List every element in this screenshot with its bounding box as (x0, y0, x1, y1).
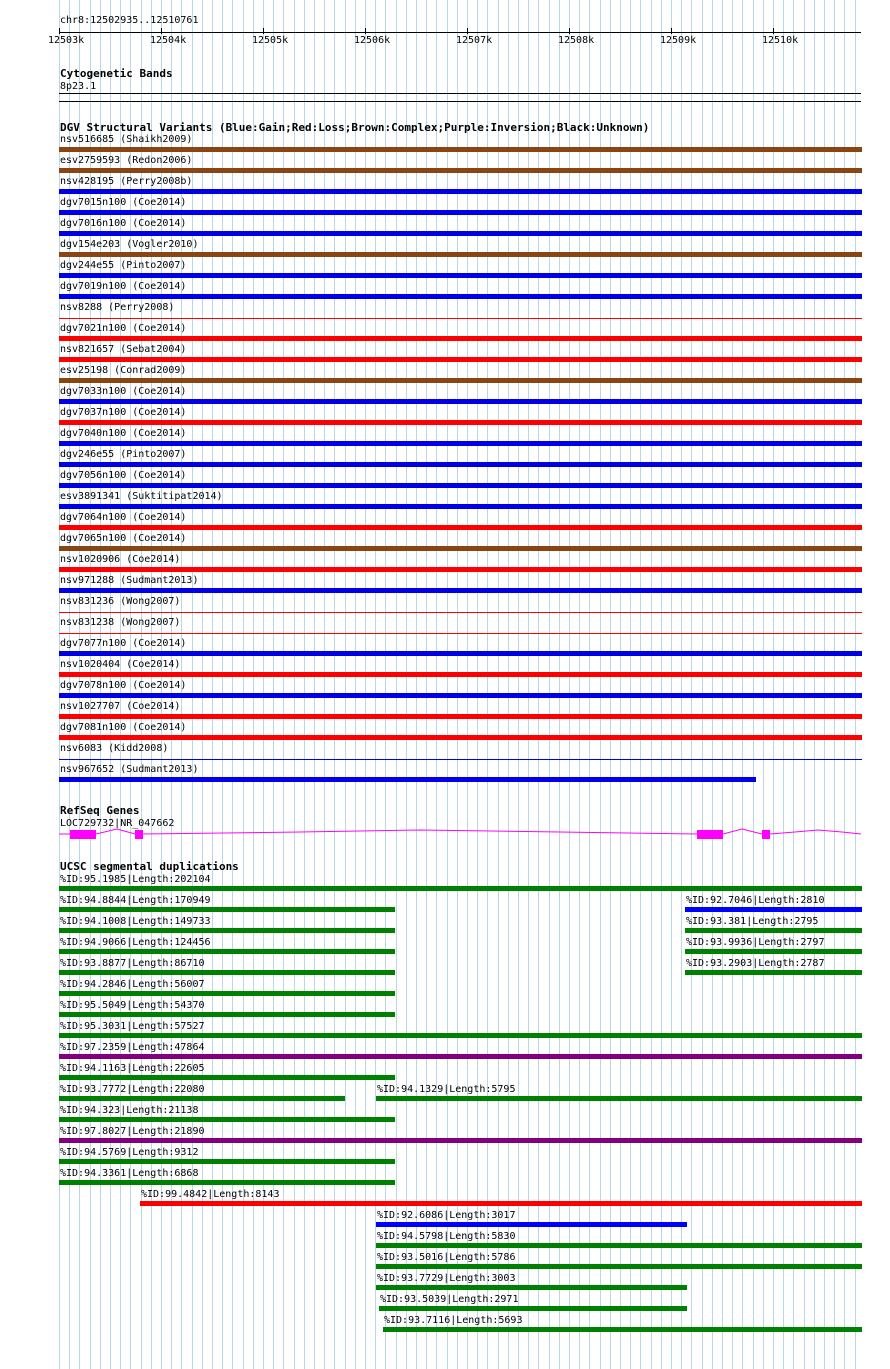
ruler-tick-label: 12509k (660, 35, 697, 46)
segdup-feature-label[interactable]: %ID:97.8027|Length:21890 (60, 1126, 205, 1137)
segdup-feature-label[interactable]: %ID:95.5049|Length:54370 (60, 1000, 205, 1011)
segdup-feature-bar[interactable] (59, 886, 862, 891)
grid-line (559, 0, 560, 1369)
segdup-feature-label[interactable]: %ID:93.5016|Length:5786 (377, 1252, 516, 1263)
dgv-variant-label[interactable]: nsv1027707 (Coe2014) (60, 701, 181, 712)
dgv-variant-bar[interactable] (59, 441, 862, 446)
segdup-feature-label[interactable]: %ID:94.9066|Length:124456 (60, 937, 211, 948)
dgv-variant-bar[interactable] (59, 714, 862, 719)
segdup-feature-bar[interactable] (59, 1138, 862, 1143)
dgv-variant-label[interactable]: nsv831238 (Wong2007) (60, 617, 181, 628)
dgv-variant-bar[interactable] (59, 612, 862, 613)
dgv-variant-bar[interactable] (59, 525, 862, 530)
dgv-variant-bar[interactable] (59, 693, 862, 698)
grid-line (844, 0, 845, 1369)
segdup-track-title: UCSC segmental duplications (60, 860, 239, 873)
dgv-variant-bar[interactable] (59, 231, 862, 236)
segdup-feature-label[interactable]: %ID:97.2359|Length:47864 (60, 1042, 205, 1053)
dgv-variant-bar[interactable] (59, 567, 862, 572)
grid-line (518, 0, 519, 1369)
dgv-variant-label[interactable]: dgv7081n100 (Coe2014) (60, 722, 187, 733)
dgv-variant-label[interactable]: nsv971288 (Sudmant2013) (60, 575, 199, 586)
segdup-feature-bar[interactable] (59, 907, 395, 912)
segdup-feature-bar[interactable] (59, 928, 395, 933)
dgv-variant-bar[interactable] (59, 189, 862, 194)
dgv-variant-label[interactable]: esv2759593 (Redon2006) (60, 155, 193, 166)
dgv-variant-bar[interactable] (59, 651, 862, 656)
grid-line (824, 0, 825, 1369)
grid-line (855, 0, 856, 1369)
grid-line (477, 0, 478, 1369)
grid-line (600, 0, 601, 1369)
ruler-tick (467, 28, 468, 34)
grid-line (436, 0, 437, 1369)
segdup-feature-bar[interactable] (59, 1054, 862, 1059)
segdup-feature-bar[interactable] (59, 949, 395, 954)
grid-line (589, 0, 590, 1369)
dgv-variant-bar[interactable] (59, 294, 862, 299)
grid-line (722, 0, 723, 1369)
segdup-feature-label[interactable]: %ID:93.5039|Length:2971 (380, 1294, 519, 1305)
grid-line (753, 0, 754, 1369)
dgv-variant-bar[interactable] (59, 588, 862, 593)
dgv-variant-bar[interactable] (59, 399, 862, 404)
segdup-feature-label[interactable]: %ID:92.7046|Length:2810 (686, 895, 825, 906)
dgv-variant-bar[interactable] (59, 318, 862, 319)
refseq-track-title: RefSeq Genes (60, 804, 140, 817)
ruler-tick (59, 28, 60, 34)
grid-line (396, 0, 397, 1369)
dgv-variant-label[interactable]: nsv967652 (Sudmant2013) (60, 764, 199, 775)
ruler-tick-label: 12506k (354, 35, 391, 46)
refseq-gene-model[interactable] (0, 824, 890, 844)
grid-line (651, 0, 652, 1369)
segdup-feature-bar[interactable] (376, 1243, 862, 1248)
dgv-variant-label[interactable]: dgv7033n100 (Coe2014) (60, 386, 187, 397)
dgv-variant-bar[interactable] (59, 483, 862, 488)
grid-line (579, 0, 580, 1369)
segdup-feature-bar[interactable] (376, 1222, 687, 1227)
dgv-variant-label[interactable]: dgv7040n100 (Coe2014) (60, 428, 187, 439)
grid-line (732, 0, 733, 1369)
dgv-variant-bar[interactable] (59, 357, 862, 362)
grid-line (661, 0, 662, 1369)
grid-line (426, 0, 427, 1369)
dgv-variant-bar[interactable] (59, 378, 862, 383)
segdup-feature-bar[interactable] (59, 1033, 862, 1038)
segdup-feature-bar[interactable] (383, 1327, 862, 1332)
segdup-feature-label[interactable]: %ID:94.323|Length:21138 (60, 1105, 199, 1116)
ruler-tick (263, 28, 264, 34)
grid-line (671, 0, 672, 1369)
dgv-variant-label[interactable]: nsv428195 (Perry2008b) (60, 176, 193, 187)
ruler-tick (365, 28, 366, 34)
ruler-tick (161, 28, 162, 34)
ruler-tick-label: 12508k (558, 35, 595, 46)
segdup-feature-bar[interactable] (59, 991, 395, 996)
segdup-feature-label[interactable]: %ID:93.7116|Length:5693 (384, 1315, 523, 1326)
segdup-feature-label[interactable]: %ID:94.1008|Length:149733 (60, 916, 211, 927)
grid-line (742, 0, 743, 1369)
dgv-variant-label[interactable]: dgv7016n100 (Coe2014) (60, 218, 187, 229)
grid-line (712, 0, 713, 1369)
dgv-variant-label[interactable]: nsv516685 (Shaikh2009) (60, 134, 193, 145)
dgv-variant-label[interactable]: dgv7078n100 (Coe2014) (60, 680, 187, 691)
grid-line (640, 0, 641, 1369)
dgv-variant-label[interactable]: nsv821657 (Sebat2004) (60, 344, 187, 355)
ruler-tick-label: 12505k (252, 35, 289, 46)
ruler-tick-label: 12503k (48, 35, 85, 46)
grid-line (569, 0, 570, 1369)
segdup-feature-label[interactable]: %ID:93.9936|Length:2797 (686, 937, 825, 948)
cytoband-track-title: Cytogenetic Bands (60, 67, 173, 80)
segdup-feature-label[interactable]: %ID:95.1985|Length:202104 (60, 874, 211, 885)
grid-line (487, 0, 488, 1369)
dgv-variant-bar[interactable] (59, 168, 862, 173)
grid-line (834, 0, 835, 1369)
grid-line (416, 0, 417, 1369)
dgv-variant-bar[interactable] (59, 759, 862, 760)
segdup-feature-bar[interactable] (376, 1096, 862, 1101)
segdup-feature-label[interactable]: %ID:92.6086|Length:3017 (377, 1210, 516, 1221)
grid-line (773, 0, 774, 1369)
dgv-variant-bar[interactable] (59, 210, 862, 215)
dgv-variant-bar[interactable] (59, 147, 862, 152)
segdup-feature-bar[interactable] (379, 1306, 687, 1311)
grid-line (549, 0, 550, 1369)
segdup-feature-label[interactable]: %ID:99.4842|Length:8143 (141, 1189, 280, 1200)
dgv-variant-label[interactable]: dgv246e55 (Pinto2007) (60, 449, 187, 460)
dgv-variant-bar[interactable] (59, 462, 862, 467)
segdup-feature-label[interactable]: %ID:94.5769|Length:9312 (60, 1147, 199, 1158)
dgv-variant-label[interactable]: dgv7065n100 (Coe2014) (60, 533, 187, 544)
dgv-variant-bar[interactable] (59, 504, 862, 509)
dgv-track-title: DGV Structural Variants (Blue:Gain;Red:Loss;Brown:Complex;Purple:Inversion;Black:Unknown) (60, 121, 650, 134)
dgv-variant-label[interactable]: dgv7056n100 (Coe2014) (60, 470, 187, 481)
segdup-feature-bar[interactable] (59, 1117, 395, 1122)
segdup-feature-label[interactable]: %ID:93.8877|Length:86710 (60, 958, 205, 969)
segdup-feature-label[interactable]: %ID:95.3031|Length:57527 (60, 1021, 205, 1032)
grid-line (498, 0, 499, 1369)
grid-line (620, 0, 621, 1369)
dgv-variant-label[interactable]: dgv7021n100 (Coe2014) (60, 323, 187, 334)
segdup-feature-label[interactable]: %ID:93.7729|Length:3003 (377, 1273, 516, 1284)
segdup-feature-label[interactable]: %ID:94.8844|Length:170949 (60, 895, 211, 906)
dgv-variant-label[interactable]: dgv154e203 (Vogler2010) (60, 239, 199, 250)
cytoband-label: 8p23.1 (60, 81, 97, 92)
segdup-feature-label[interactable]: %ID:93.7772|Length:22080 (60, 1084, 205, 1095)
segdup-feature-bar[interactable] (685, 949, 862, 954)
segdup-feature-bar[interactable] (59, 1012, 395, 1017)
dgv-variant-label[interactable]: nsv8288 (Perry2008) (60, 302, 175, 313)
segdup-feature-label[interactable]: %ID:94.2846|Length:56007 (60, 979, 205, 990)
dgv-variant-label[interactable]: dgv244e55 (Pinto2007) (60, 260, 187, 271)
segdup-feature-bar[interactable] (140, 1201, 862, 1206)
grid-line (814, 0, 815, 1369)
dgv-variant-label[interactable]: nsv1020906 (Coe2014) (60, 554, 181, 565)
grid-line (457, 0, 458, 1369)
cytoband-bar-bottom (59, 101, 861, 102)
dgv-variant-label[interactable]: dgv7019n100 (Coe2014) (60, 281, 187, 292)
segdup-feature-bar[interactable] (685, 970, 862, 975)
segdup-feature-bar[interactable] (59, 1180, 395, 1185)
grid-line (538, 0, 539, 1369)
segdup-feature-bar[interactable] (376, 1285, 687, 1290)
segdup-feature-bar[interactable] (59, 1096, 345, 1101)
ruler-tick-label: 12510k (762, 35, 799, 46)
grid-line (528, 0, 529, 1369)
segdup-feature-label[interactable]: %ID:93.2903|Length:2787 (686, 958, 825, 969)
dgv-variant-bar[interactable] (59, 420, 862, 425)
dgv-variant-label[interactable]: dgv7015n100 (Coe2014) (60, 197, 187, 208)
segdup-feature-bar[interactable] (59, 1075, 395, 1080)
dgv-variant-bar[interactable] (59, 546, 862, 551)
dgv-variant-bar[interactable] (59, 273, 862, 278)
dgv-variant-bar[interactable] (59, 672, 862, 677)
cytoband-bar-top (59, 93, 861, 94)
dgv-variant-label[interactable]: nsv1020404 (Coe2014) (60, 659, 181, 670)
dgv-variant-label[interactable]: dgv7077n100 (Coe2014) (60, 638, 187, 649)
dgv-variant-label[interactable]: dgv7037n100 (Coe2014) (60, 407, 187, 418)
grid-line (793, 0, 794, 1369)
dgv-variant-label[interactable]: esv25198 (Conrad2009) (60, 365, 187, 376)
dgv-variant-label[interactable]: dgv7064n100 (Coe2014) (60, 512, 187, 523)
segdup-feature-bar[interactable] (685, 907, 862, 912)
ruler-tick (569, 28, 570, 34)
segdup-feature-bar[interactable] (59, 1159, 395, 1164)
ruler-axis (59, 32, 861, 33)
segdup-feature-label[interactable]: %ID:93.381|Length:2795 (686, 916, 819, 927)
grid-line (467, 0, 468, 1369)
grid-line (783, 0, 784, 1369)
refseq-gene-label[interactable]: LOC729732|NR_047662 (60, 818, 175, 829)
grid-line (763, 0, 764, 1369)
ruler-tick (671, 28, 672, 34)
grid-line (691, 0, 692, 1369)
dgv-variant-bar[interactable] (59, 777, 756, 782)
grid-line (406, 0, 407, 1369)
ruler-tick (773, 28, 774, 34)
segdup-feature-label[interactable]: %ID:94.5798|Length:5830 (377, 1231, 516, 1242)
region-label: chr8:12502935..12510761 (60, 15, 199, 26)
ruler-tick-label: 12507k (456, 35, 493, 46)
grid-line (447, 0, 448, 1369)
segdup-feature-bar[interactable] (685, 928, 862, 933)
grid-line (610, 0, 611, 1369)
grid-line (508, 0, 509, 1369)
segdup-feature-label[interactable]: %ID:94.1329|Length:5795 (377, 1084, 516, 1095)
grid-line (702, 0, 703, 1369)
dgv-variant-bar[interactable] (59, 336, 862, 341)
dgv-variant-label[interactable]: esv3891341 (Suktitipat2014) (60, 491, 223, 502)
segdup-feature-label[interactable]: %ID:94.1163|Length:22605 (60, 1063, 205, 1074)
dgv-variant-label[interactable]: nsv6083 (Kidd2008) (60, 743, 169, 754)
segdup-feature-label[interactable]: %ID:94.3361|Length:6868 (60, 1168, 199, 1179)
grid-line (681, 0, 682, 1369)
dgv-variant-bar[interactable] (59, 633, 862, 634)
dgv-variant-label[interactable]: nsv831236 (Wong2007) (60, 596, 181, 607)
dgv-variant-bar[interactable] (59, 252, 862, 257)
grid-line (804, 0, 805, 1369)
segdup-feature-bar[interactable] (59, 970, 395, 975)
grid-line (630, 0, 631, 1369)
dgv-variant-bar[interactable] (59, 735, 862, 740)
ruler-tick-label: 12504k (150, 35, 187, 46)
segdup-feature-bar[interactable] (376, 1264, 862, 1269)
